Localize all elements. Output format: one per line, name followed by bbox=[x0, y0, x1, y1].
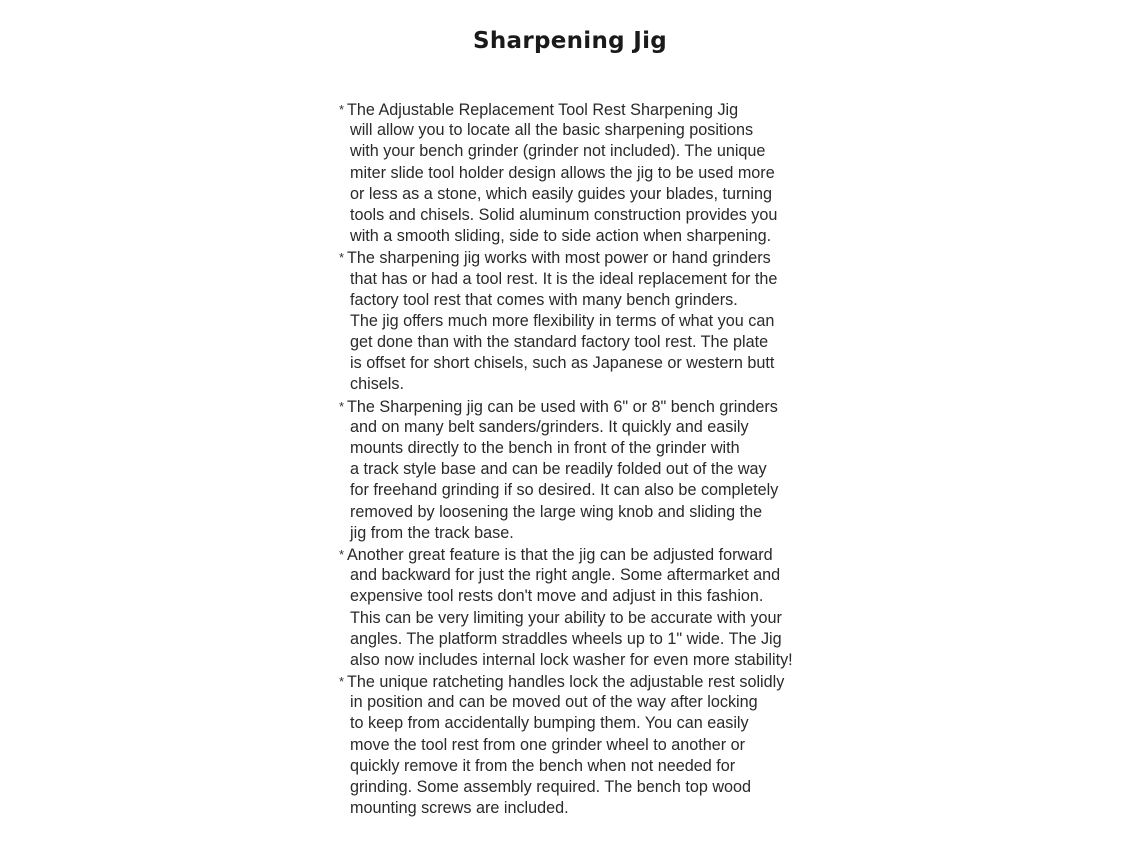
line-text: quickly remove it from the bench when not needed for bbox=[350, 756, 736, 775]
paragraph-line bbox=[339, 290, 819, 311]
page-title: Sharpening Jig bbox=[472, 28, 668, 54]
paragraph-line bbox=[339, 798, 819, 819]
bullet-asterisk: * bbox=[339, 102, 345, 117]
bullet-asterisk: * bbox=[339, 674, 345, 690]
paragraph-line bbox=[339, 120, 819, 141]
line-text: miter slide tool holder design allows the jig to be used more bbox=[350, 163, 775, 182]
bullet-asterisk: * bbox=[339, 250, 345, 266]
line-text: grinding. Some assembly required. The bench top wood bbox=[350, 778, 752, 796]
line-text: get done than with the standard factory tool rest. The plate bbox=[350, 333, 769, 352]
paragraph-line bbox=[339, 502, 819, 523]
line-text: is offset for short chisels, such as Japanese or western butt bbox=[350, 354, 775, 373]
line-text: removed by loosening the large wing knob and sliding the bbox=[350, 502, 763, 521]
paragraph-line bbox=[339, 396, 819, 417]
paragraph-line bbox=[339, 735, 819, 756]
line-text: factory tool rest that comes with many bench grinders. bbox=[350, 290, 738, 309]
paragraph-line bbox=[339, 565, 819, 586]
line-text: The jig offers much more flexibility in terms of what you can bbox=[350, 311, 775, 330]
paragraph-line bbox=[339, 311, 819, 332]
paragraph-line bbox=[339, 608, 819, 629]
line-text: This can be very limiting your ability to be accurate with your bbox=[350, 608, 782, 627]
paragraph-line bbox=[339, 247, 819, 268]
paragraph-line bbox=[339, 99, 819, 120]
paragraph-line bbox=[339, 332, 819, 353]
paragraph-line bbox=[339, 163, 819, 184]
line-text: The unique ratcheting handles lock the adjustable rest solidly bbox=[347, 673, 785, 692]
line-text: The sharpening jig works with most power or hand grinders bbox=[347, 249, 771, 268]
line-text: The Adjustable Replacement Tool Rest Sharpening Jig bbox=[347, 101, 739, 119]
line-text: with a smooth sliding, side to side action when sharpening. bbox=[350, 227, 772, 246]
paragraph-line bbox=[339, 629, 819, 650]
paragraph-line bbox=[339, 226, 819, 247]
line-text: jig from the track base. bbox=[350, 523, 514, 542]
feature-paragraph bbox=[339, 99, 819, 247]
line-text: The Sharpening jig can be used with 6" or 8" bench grinders bbox=[347, 397, 778, 416]
paragraph-line bbox=[339, 269, 819, 290]
line-text: in position and can be moved out of the way after locking bbox=[350, 693, 758, 712]
feature-paragraph bbox=[339, 671, 819, 819]
paragraph-line bbox=[339, 480, 819, 501]
bullet-asterisk: * bbox=[339, 398, 345, 414]
paragraph-line bbox=[339, 353, 819, 374]
line-text: and backward for just the right angle. Some aftermarket and bbox=[350, 566, 781, 585]
feature-paragraph bbox=[339, 247, 819, 395]
paragraph-line bbox=[339, 692, 819, 713]
paragraph-line bbox=[339, 205, 819, 226]
paragraph-line bbox=[339, 777, 819, 798]
line-text: a track style base and can be readily folded out of the way bbox=[350, 460, 767, 479]
line-text: angles. The platform straddles wheels up to 1" wide. The Jig bbox=[350, 629, 782, 648]
line-text: with your bench grinder (grinder not included). The unique bbox=[350, 142, 766, 161]
paragraph-line bbox=[339, 586, 819, 607]
line-text: chisels. bbox=[350, 375, 404, 394]
paragraph-line bbox=[339, 523, 819, 544]
paragraph-line bbox=[339, 459, 819, 480]
line-text: move the tool rest from one grinder wheel to another or bbox=[350, 735, 746, 754]
line-text: for freehand grinding if so desired. It can also be completely bbox=[350, 481, 779, 500]
line-text: will allow you to locate all the basic sharpening positions bbox=[350, 121, 754, 140]
feature-paragraph bbox=[339, 544, 819, 671]
paragraph-line bbox=[339, 650, 819, 671]
paragraph-line bbox=[339, 756, 819, 777]
line-text: Another great feature is that the jig can be adjusted forward bbox=[347, 545, 773, 564]
bullet-asterisk: * bbox=[339, 546, 345, 562]
line-text: also now includes internal lock washer for even more stability! bbox=[350, 650, 793, 669]
description-body bbox=[339, 99, 819, 819]
paragraph-line bbox=[339, 671, 819, 692]
line-text: and on many belt sanders/grinders. It quickly and easily bbox=[350, 417, 749, 436]
line-text: tools and chisels. Solid aluminum construction provides you bbox=[350, 205, 778, 224]
line-text: to keep from accidentally bumping them. You can easily bbox=[350, 714, 749, 733]
line-text: or less as a stone, which easily guides your blades, turning bbox=[350, 184, 773, 203]
line-text: mounts directly to the bench in front of the grinder with bbox=[350, 439, 740, 457]
paragraph-line bbox=[339, 417, 819, 438]
paragraph-line bbox=[339, 544, 819, 565]
line-text: mounting screws are included. bbox=[350, 799, 569, 818]
line-text: that has or had a tool rest. It is the ideal replacement for the bbox=[350, 269, 778, 288]
paragraph-line bbox=[339, 438, 819, 459]
paragraph-line bbox=[339, 141, 819, 162]
paragraph-line bbox=[339, 374, 819, 395]
feature-paragraph bbox=[339, 396, 819, 544]
paragraph-line bbox=[339, 713, 819, 734]
line-text: expensive tool rests don't move and adjust in this fashion. bbox=[350, 587, 764, 606]
paragraph-line bbox=[339, 184, 819, 205]
